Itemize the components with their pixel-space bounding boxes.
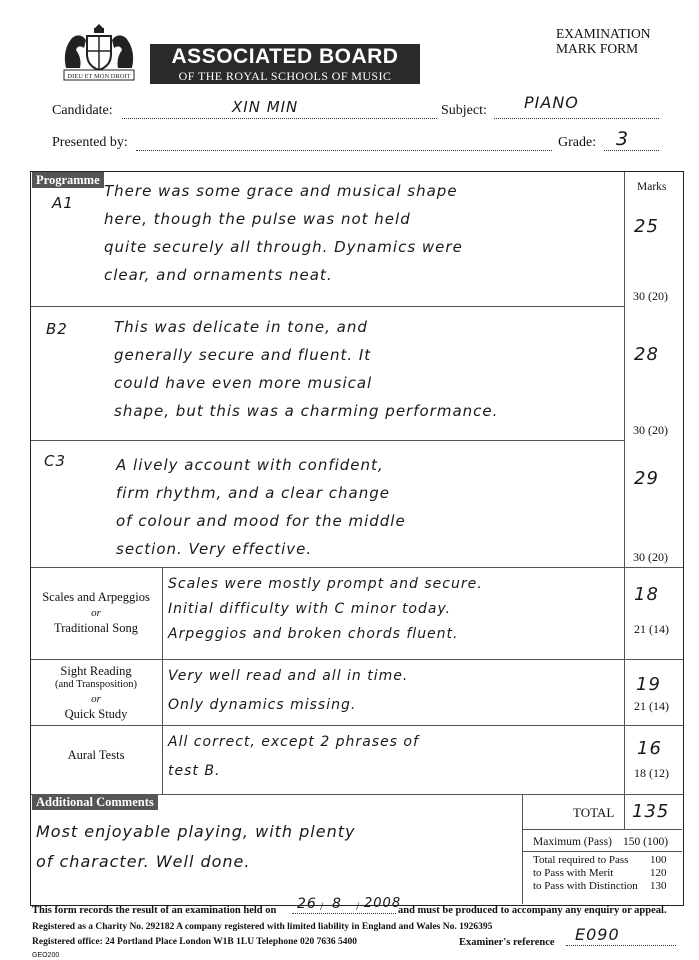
comment-line: A lively account with confident, [116,456,384,474]
board-subtitle: OF THE ROYAL SCHOOLS OF MUSIC [178,69,392,83]
examiner-reference-underline [566,945,676,946]
total-value-divider [624,794,625,829]
comment-line: here, though the pulse was not held [104,210,411,228]
aural-tests-comment [168,734,419,792]
req-pass-label: Total required to Pass [533,854,629,866]
scales-comment [168,576,483,651]
row-divider-a1 [31,306,624,307]
comment-line: Scales were mostly prompt and secure. [168,576,483,592]
presented-by-underline [136,150,552,151]
aural-tests-mark: 16 [637,738,662,759]
total-label: TOTAL [573,805,615,820]
piece-c3-max: 30 (20) [633,550,668,564]
form-title-line1: EXAMINATION [556,26,651,41]
totals-divider [522,794,523,904]
total-value: 135 [632,801,670,822]
exam-date-month: 8 [332,896,342,912]
date-separator: / [356,899,360,913]
examiner-reference-value: E090 [575,925,620,944]
grade-underline [604,150,659,151]
comment-line: clear, and ornaments neat. [104,266,333,284]
examiner-reference-label: Examiner's reference [459,937,555,948]
req-merit-value: 120 [650,867,667,879]
piece-a1-id: A1 [52,194,74,212]
max-pass-label: Maximum (Pass) [533,836,612,848]
comment-line: All correct, except 2 phrases of [168,734,419,750]
req-merit-label: to Pass with Merit [533,867,614,879]
candidate-value: XIN MIN [232,98,299,116]
registered-office: Registered office: 24 Portland Place London W1B 1LU Telephone 020 7636 5400 [32,937,358,947]
sight-reading-label-alt: Quick Study [64,707,128,721]
additional-comments-tag: Additional Comments [32,794,158,810]
comment-line: Arpeggios and broken chords fluent. [168,626,459,642]
subject-value: PIANO [524,93,579,112]
comment-line: of colour and mood for the middle [116,512,406,530]
marks-header: Marks [637,181,667,193]
req-pass-value: 100 [650,854,667,866]
piece-c3-mark: 29 [634,468,659,489]
req-distinction-label: to Pass with Distinction [533,880,638,892]
aural-tests-max: 18 (12) [634,766,669,780]
marks-column-divider [624,172,625,795]
piece-a1-max: 30 (20) [633,289,668,303]
piece-c3-id: C3 [44,452,67,470]
sight-reading-label-main: Sight Reading [60,664,132,678]
piece-b2-mark: 28 [634,344,659,365]
comment-line: Most enjoyable playing, with plenty [36,822,356,841]
scales-max: 21 (14) [634,622,669,636]
comment-line: There was some grace and musical shape [104,182,458,200]
comment-line: test B. [168,763,221,779]
record-statement-start: This form records the result of an examination held on [32,905,277,916]
subject-underline [494,118,659,119]
piece-b2-max: 30 (20) [633,423,668,437]
sight-reading-max: 21 (14) [634,699,669,713]
programme-tag: Programme [32,172,104,188]
comment-line: quite securely all through. Dynamics were [104,238,463,256]
presented-by-label: Presented by: [52,135,128,150]
comment-line: Only dynamics missing. [168,697,357,713]
crest-motto: DIEU ET MON DROIT [67,73,131,80]
sight-reading-label [31,664,161,722]
aural-tests-label: Aural Tests [67,748,125,762]
comment-line: generally secure and fluent. It [114,346,372,364]
scales-label-or: or [91,607,101,619]
date-underline [292,913,396,914]
max-pass-divider [522,851,682,852]
exam-date-year: 2008 [364,896,402,911]
comment-line: This was delicate in tone, and [114,318,368,336]
subject-label: Subject: [441,103,487,118]
piece-a1-mark: 25 [634,216,659,237]
charity-registration: Registered as a Charity No. 292182 A company registered with limited liability in England and Wales No. 1926395 [32,922,493,932]
additional-comments-text [36,822,355,882]
piece-b2-id: B2 [46,320,68,338]
candidate-underline [122,118,437,119]
comment-line: section. Very effective. [116,540,313,558]
comment-line: firm rhythm, and a clear change [116,484,391,502]
max-pass-value: 150 (100) [623,836,669,848]
scales-mark: 18 [634,584,659,605]
comment-line: could have even more musical [114,374,373,392]
board-name: ASSOCIATED BOARD [171,45,399,68]
date-separator: / [320,899,324,913]
form-code: GEO200 [32,952,60,959]
sight-reading-comment [168,668,408,726]
sight-reading-label-sub: (and Transposition) [55,679,137,690]
sight-reading-label-or: or [91,693,101,705]
record-statement-end: and must be produced to accompany any enquiry or appeal. [398,905,667,916]
piece-b2-comment [114,318,498,430]
sight-reading-mark: 19 [636,674,661,695]
scales-label-main: Scales and Arpeggios [42,590,150,604]
req-distinction-value: 130 [650,880,667,892]
piece-c3-comment [116,456,406,568]
form-title-line2: MARK FORM [556,41,639,56]
royal-crest-logo [54,18,144,84]
form-title [556,26,651,56]
grade-label: Grade: [558,135,597,150]
board-name-banner [150,44,420,84]
row-divider-b2 [31,440,624,441]
candidate-label: Candidate: [52,103,113,118]
row-divider-scales [31,659,683,660]
section-label-divider [162,567,163,795]
comment-line: of character. Well done. [36,852,251,871]
comment-line: Very well read and all in time. [168,668,409,684]
comment-line: shape, but this was a charming performance. [114,402,499,420]
exam-date-day: 26 [297,896,317,912]
scales-label-alt: Traditional Song [54,621,138,635]
comment-line: Initial difficulty with C minor today. [168,601,452,617]
total-divider [522,829,682,830]
piece-a1-comment [104,182,463,294]
grade-value: 3 [616,128,630,150]
scales-label [31,590,161,636]
